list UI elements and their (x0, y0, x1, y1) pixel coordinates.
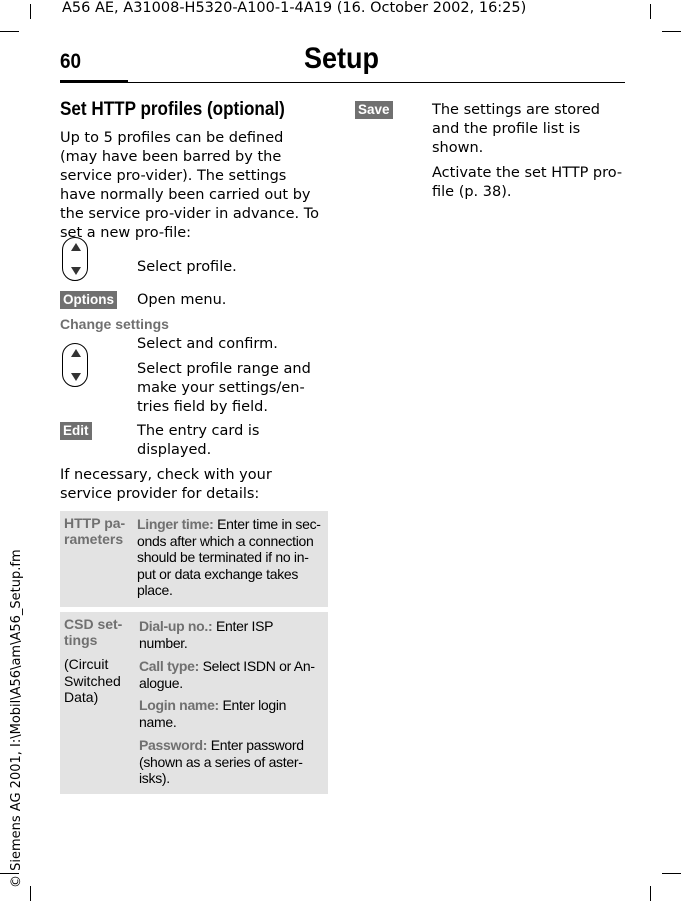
linger-time-desc: Enter time in sec-onds after which a connection should be terminated if no in-put or data exchange takes place. (137, 516, 321, 598)
http-table-row (60, 511, 328, 607)
dial-up-desc: Enter ISP number. (139, 618, 273, 651)
password-term: Password: (139, 737, 208, 753)
header-rule (60, 82, 625, 83)
edit-softkey: Edit (60, 422, 92, 440)
stored-paragraph: The settings are stored and the profile list is shown. (432, 102, 600, 156)
step-open-menu: Open menu. (137, 292, 227, 308)
password-item (139, 737, 325, 787)
linger-time-term: Linger time: (137, 516, 214, 532)
intro-paragraph: Up to 5 profiles can be defined (may have been barred by the service pro-vider). The settings have normally been carried out by the service pro-vider in advance. To set a new pro-file: (60, 130, 320, 241)
login-name-term: Login name: (139, 697, 219, 713)
crop-mark (30, 4, 31, 19)
step-select-confirm: Select and confirm. (137, 336, 278, 352)
options-softkey: Options (60, 291, 117, 309)
http-row-description (137, 516, 325, 599)
crop-mark (650, 886, 651, 901)
step-select-profile: Select profile. (137, 259, 237, 275)
login-name-item (139, 697, 325, 730)
running-header: A56 AE, A31008-H5320-A100-1-4A19 (16. October 2002, 16:25) (62, 0, 527, 16)
step-entry-card: The entry card is displayed. (137, 423, 260, 458)
section-heading: Set HTTP profiles (optional) (60, 99, 285, 120)
dial-up-term: Dial-up no.: (139, 618, 213, 634)
dial-up-item (139, 618, 325, 651)
navigation-key-icon (62, 343, 88, 387)
chapter-title: Setup (304, 42, 380, 75)
crop-mark (0, 31, 19, 32)
csd-row-label: CSD set-tings (64, 616, 123, 648)
call-type-item (139, 658, 325, 691)
call-type-desc: Select ISDN or An-alogue. (139, 658, 315, 691)
menu-item-change-settings: Change settings (60, 316, 169, 332)
navigation-key-icon (62, 237, 88, 281)
csd-table-row (60, 612, 328, 794)
page-number: 60 (60, 50, 82, 73)
password-desc: Enter password (shown as a series of aster-isks). (139, 737, 304, 786)
crop-mark (30, 886, 31, 901)
http-row-label: HTTP pa-rameters (64, 515, 126, 547)
step-select-range: Select profile range and make your settings/en-tries field by field. (137, 361, 311, 415)
login-name-desc: Enter login name. (139, 697, 287, 730)
call-type-term: Call type: (139, 658, 200, 674)
crop-mark (662, 873, 681, 874)
check-paragraph: If necessary, check with your service provider for details: (60, 467, 272, 502)
activate-paragraph: Activate the set HTTP pro-file (p. 38). (432, 165, 623, 200)
csd-row-sublabel: (Circuit Switched Data) (64, 656, 121, 705)
side-copyright: © Siemens AG 2001, I:\Mobil\A56\am\A56_Setup.fm (9, 549, 24, 888)
crop-mark (662, 31, 681, 32)
crop-mark (650, 4, 651, 19)
save-softkey: Save (355, 101, 393, 119)
